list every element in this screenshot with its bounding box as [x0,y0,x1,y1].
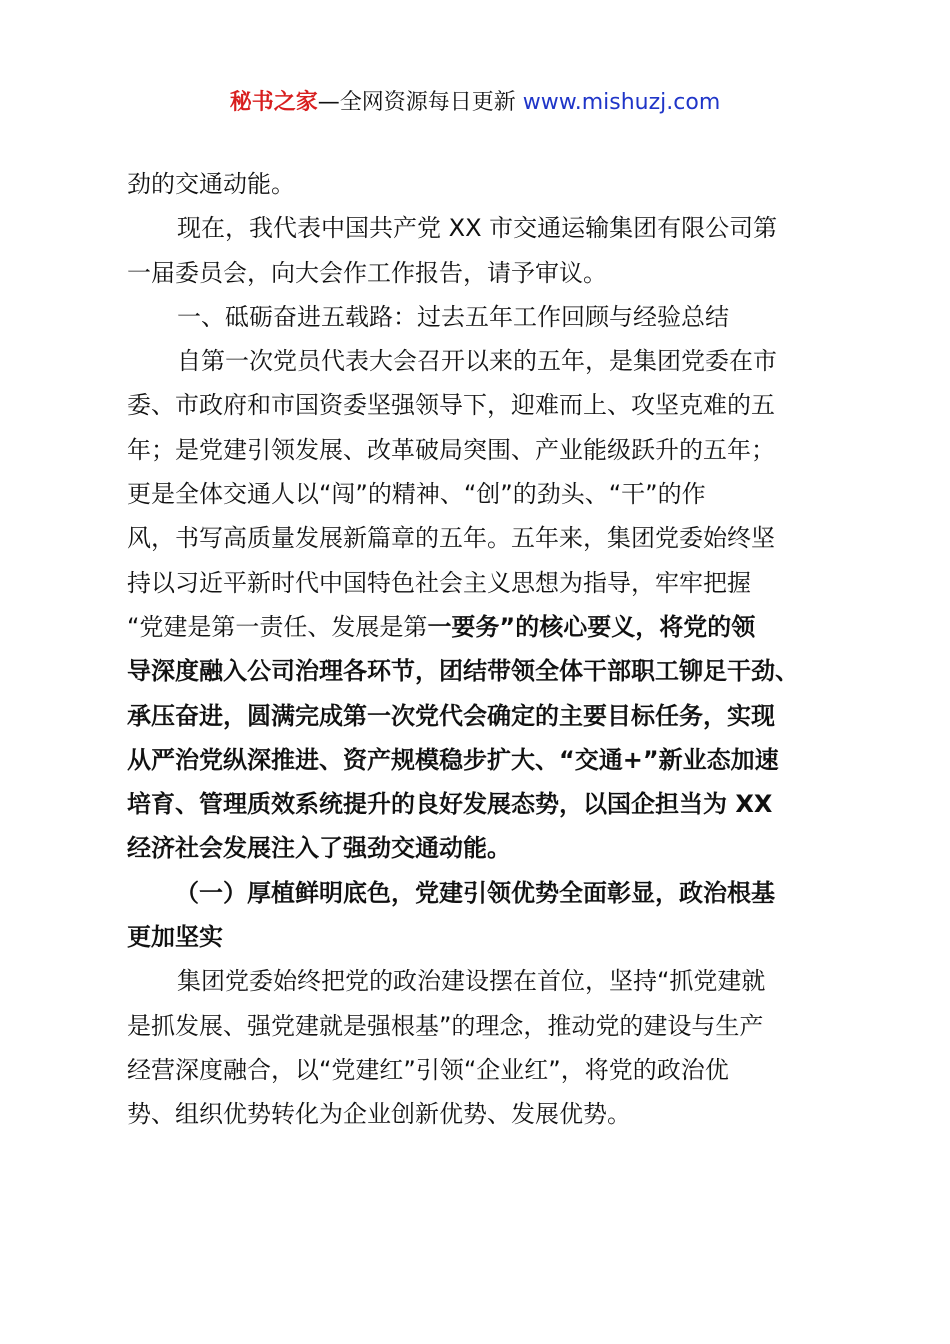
paragraph-line: 导深度融入公司治理各环节，团结带领全体干部职工铆足干劲、 [127,657,799,686]
paragraph-line: 承压奋进，圆满完成第一次党代会确定的主要目标任务，实现 [127,701,775,730]
paragraph-line: 是抓发展、强党建就是强根基”的理念，推动党的建设与生产 [127,1011,764,1040]
paragraph-line: 经济社会发展注入了强劲交通动能。 [127,834,511,863]
paragraph-text: “党建是第一责任、发展是第 [127,612,428,641]
paragraph-line: 经营深度融合，以“党建红”引领“企业红”，将党的政治优 [127,1055,729,1084]
section-heading: 一、砥砺奋进五载路：过去五年工作回顾与经验总结 [177,302,729,331]
subsection-heading: 更加坚实 [127,923,223,952]
bold-text: 一要务”的核心要义，将党的领 [427,612,756,641]
paragraph-line: 劲的交通动能。 [127,170,295,198]
paragraph-line: 自第一次党员代表大会召开以来的五年，是集团党委在市 [177,347,777,376]
paragraph-line: 委、市政府和市国资委坚强领导下，迎难而上、攻坚克难的五 [127,391,775,420]
report-body [127,162,833,1137]
paragraph-line: 风，书写高质量发展新篇章的五年。五年来，集团党委始终坚 [127,524,775,553]
paragraph-line: 更是全体交通人以“闯”的精神、“创”的劲头、“干”的作 [127,480,706,509]
subsection-heading: （一）厚植鲜明底色，党建引领优势全面彰显，政治根基 [175,878,775,907]
paragraph-line: 现在，我代表中国共产党 XX 市交通运输集团有限公司第 [177,214,778,243]
paragraph-line: 培育、管理质效系统提升的良好发展态势，以国企担当为 XX [127,790,773,819]
site-url-link[interactable]: www.mishuzj.com [522,90,721,115]
site-tagline: —全网资源每日更新 [317,90,523,115]
paragraph-line: 从严治党纵深推进、资产规模稳步扩大、“交通+”新业态加速 [127,745,779,774]
paragraph-line [127,605,833,649]
site-header [0,88,950,118]
paragraph-line: 势、组织优势转化为企业创新优势、发展优势。 [127,1100,631,1129]
paragraph-line: 集团党委始终把党的政治建设摆在首位，坚持“抓党建就 [177,967,766,996]
paragraph-line: 年；是党建引领发展、改革破局突围、产业能级跃升的五年； [127,435,775,464]
paragraph-line: 一届委员会，向大会作工作报告，请予审议。 [127,258,607,287]
paragraph-line: 持以习近平新时代中国特色社会主义思想为指导，牢牢把握 [127,568,751,597]
site-brand: 秘书之家 [229,90,318,115]
